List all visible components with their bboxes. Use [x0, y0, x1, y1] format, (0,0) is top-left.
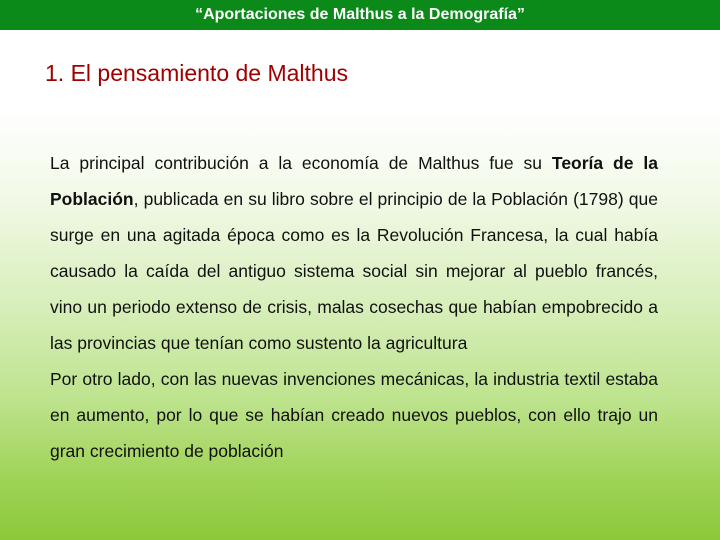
slide-heading: 1. El pensamiento de Malthus: [45, 60, 349, 86]
highlight-theory: Teoría de la Población: [50, 153, 658, 209]
banner-title: “Aportaciones de Malthus a la Demografía”: [195, 6, 525, 23]
slide-body: [50, 145, 658, 469]
paragraph-intro-text: La principal contribución a la economía de Malthus fue su: [50, 153, 552, 173]
title-banner: [0, 0, 720, 30]
paragraph-theory: [50, 145, 658, 361]
paragraph-industry: Por otro lado, con las nuevas invenciones mecánicas, la industria textil estaba en aumento, por lo que se habían creado nuevos pueblos, con ello trajo un gran crecimiento de población: [50, 369, 658, 461]
paragraph-rest-text: , publicada en su libro sobre el principio de la Población (1798) que surge en una agitada época como es la Revolución Francesa, la cual había causado la caída del antiguo sistema social sin mejorar al pueblo francés, vino un periodo extenso de crisis, malas cosechas que habían empobrecido a las provincias que tenían como sustento la agricultura: [50, 189, 658, 353]
